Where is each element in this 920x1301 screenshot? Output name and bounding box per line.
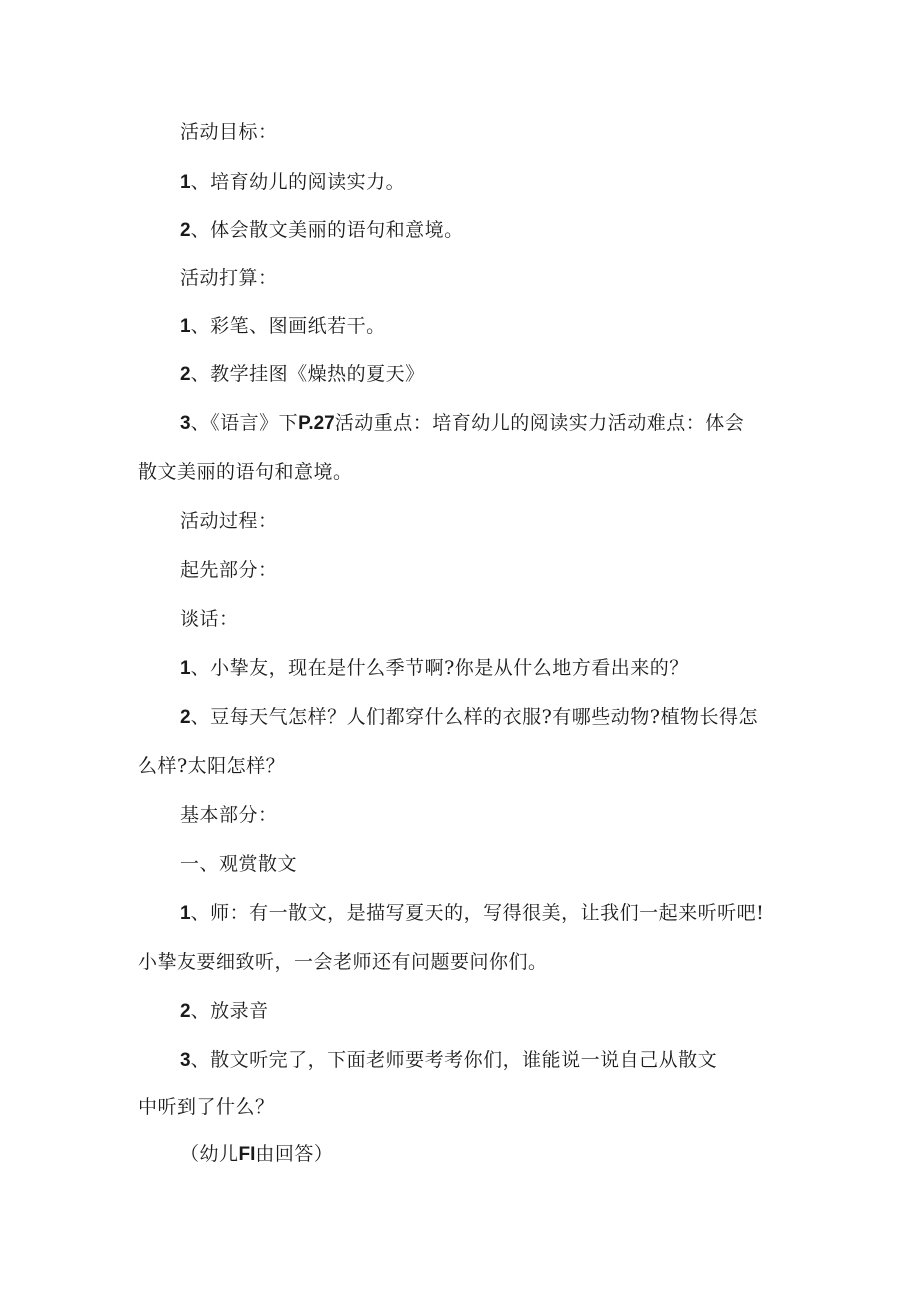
section-1-heading: 一、观赏散文 [180,853,298,875]
basic-item-1: 1、师：有一散文，是描写夏天的，写得很美，让我们一起来听听吧! [180,902,765,924]
goal-item-2: 2、体会散文美丽的语句和意境。 [180,219,464,241]
basic-item-3-continuation: 中听到了什么？ [138,1096,275,1118]
talk-item-2-continuation: 么样?太阳怎样？ [138,755,286,777]
goals-heading: 活动目标： [180,121,278,143]
prep-item-3-continuation: 散文美丽的语句和意境。 [138,461,353,483]
prep-item-2: 2、教学挂图《燥热的夏天》 [180,363,425,385]
basic-item-2: 2、放录音 [180,1000,269,1022]
start-heading: 起先部分： [180,559,278,581]
answer-note: （幼儿FI由回答） [180,1143,334,1165]
talk-item-1: 1、小挚友，现在是什么季节啊?你是从什么地方看出来的？ [180,657,689,679]
prep-item-3: 3、《语言》下P.27活动重点：培育幼儿的阅读实力活动难点：体会 [180,412,745,434]
basic-item-3: 3、散文听完了，下面老师要考考你们，谁能说一说自己从散文 [180,1049,718,1071]
basic-heading: 基本部分： [180,804,278,826]
process-heading: 活动过程： [180,510,278,532]
goal-item-1: 1、培育幼儿的阅读实力。 [180,171,406,193]
prep-item-1: 1、彩笔、图画纸若干。 [180,315,386,337]
talk-item-2: 2、豆每天气怎样？人们都穿什么样的衣服?有哪些动物?植物长得怎 [180,706,758,728]
basic-item-1-continuation: 小挚友要细致听，一会老师还有问题要问你们。 [138,951,548,973]
prep-heading: 活动打算： [180,267,278,289]
talk-heading: 谈话： [180,608,239,630]
